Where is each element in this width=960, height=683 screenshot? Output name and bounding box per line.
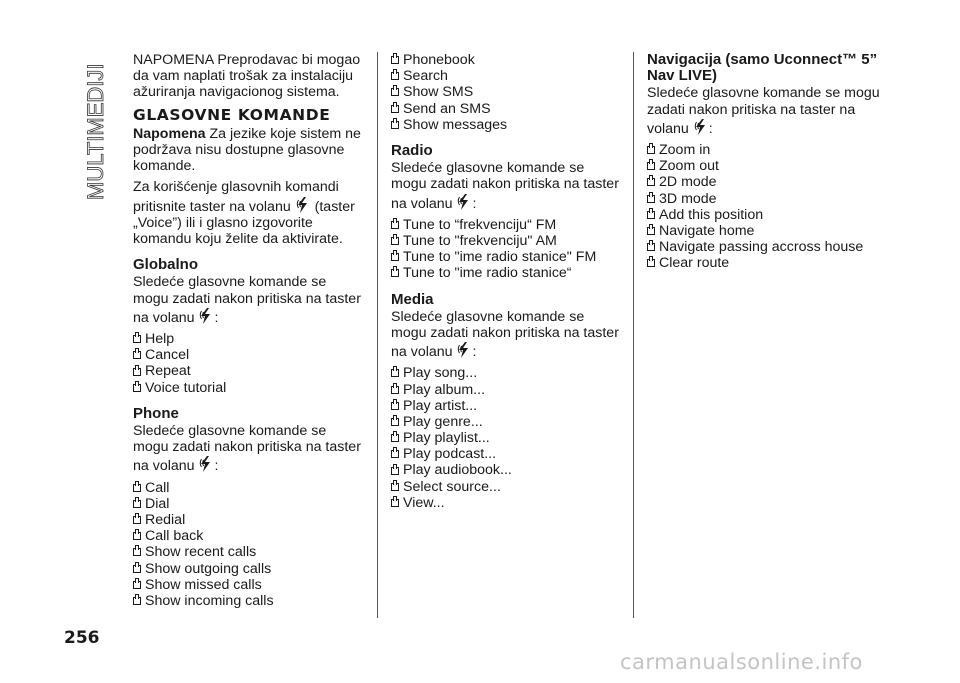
list-item: Play artist... bbox=[391, 398, 621, 414]
list-item: Play album... bbox=[391, 382, 621, 398]
list-item: Clear route bbox=[647, 255, 887, 271]
bullet-icon bbox=[133, 565, 141, 573]
navigation-desc-text: Sledeće glasovne komande se mogu zadati nakon pritiska na taster na volanu bbox=[647, 85, 880, 137]
note-text: Za jezike koje sistem ne podržava nisu dostupne glasovne komande. bbox=[133, 125, 361, 175]
bullet-icon bbox=[391, 253, 399, 261]
list-item: Phonebook bbox=[391, 52, 621, 68]
bullet-icon bbox=[647, 211, 655, 219]
colon: : bbox=[708, 120, 713, 137]
list-item: Call back bbox=[133, 528, 365, 544]
bullet-icon bbox=[647, 227, 655, 235]
list-item: Zoom out bbox=[647, 158, 887, 174]
bullet-icon bbox=[133, 384, 141, 392]
bullet-icon bbox=[391, 56, 399, 64]
phone-commands-list-continued bbox=[391, 52, 621, 133]
side-title bbox=[76, 50, 112, 200]
list-item: Show SMS bbox=[391, 84, 621, 100]
list-item: Show outgoing calls bbox=[133, 561, 365, 577]
bullet-icon bbox=[391, 483, 399, 491]
list-item: Zoom in bbox=[647, 142, 887, 158]
list-item: 3D mode bbox=[647, 191, 887, 207]
list-item: Search bbox=[391, 68, 621, 84]
list-item: Play playlist... bbox=[391, 430, 621, 446]
media-desc-text: Sledeće glasovne komande se mogu zadati nakon pritiska na taster na volanu bbox=[391, 308, 619, 361]
phone-title: Phone bbox=[133, 404, 179, 422]
navigation-commands-list bbox=[647, 142, 887, 272]
bullet-icon bbox=[391, 369, 399, 377]
bullet-icon bbox=[133, 516, 141, 524]
bullet-icon bbox=[647, 259, 655, 267]
global-desc bbox=[133, 274, 365, 326]
list-item: Show messages bbox=[391, 117, 621, 133]
list-item: Play audiobook... bbox=[391, 462, 621, 478]
list-item: Play podcast... bbox=[391, 446, 621, 462]
usage-text-before: Za korišćenje glasovnih komandi pritisnite taster na volanu bbox=[133, 179, 339, 215]
column-3 bbox=[647, 52, 887, 272]
column-divider bbox=[633, 52, 634, 618]
colon: : bbox=[214, 309, 219, 326]
bullet-icon bbox=[133, 548, 141, 556]
list-item: Select source... bbox=[391, 479, 621, 495]
bullet-icon bbox=[391, 450, 399, 458]
bullet-icon bbox=[391, 121, 399, 129]
bullet-icon bbox=[391, 418, 399, 426]
bullet-icon bbox=[391, 88, 399, 96]
bullet-icon bbox=[133, 484, 141, 492]
media-desc bbox=[391, 309, 621, 361]
list-item: Repeat bbox=[133, 363, 365, 379]
side-title-text: MULTIMEDIJI bbox=[83, 63, 108, 200]
phone-commands-list bbox=[133, 480, 365, 610]
list-item: Play song... bbox=[391, 365, 621, 381]
list-item: Play genre... bbox=[391, 414, 621, 430]
bullet-icon bbox=[391, 105, 399, 113]
bullet-icon bbox=[133, 351, 141, 359]
bullet-icon bbox=[133, 581, 141, 589]
voice-command-icon bbox=[199, 455, 213, 473]
media-title: Media bbox=[391, 290, 434, 308]
colon: : bbox=[214, 458, 219, 475]
bullet-icon bbox=[391, 386, 399, 394]
list-item: 2D mode bbox=[647, 174, 887, 190]
section-title: GLASOVNE KOMANDE bbox=[133, 105, 331, 124]
list-item: Tune to "ime radio stanice“ bbox=[391, 265, 621, 281]
list-item: Help bbox=[133, 331, 365, 347]
global-desc-text: Sledeće glasovne komande se mogu zadati nakon pritiska na taster na volanu bbox=[133, 274, 361, 326]
list-item: Call bbox=[133, 480, 365, 496]
bullet-icon bbox=[133, 335, 141, 343]
voice-command-icon bbox=[457, 341, 471, 359]
bullet-icon bbox=[647, 162, 655, 170]
watermark: carmanualsonline.info bbox=[620, 650, 863, 674]
bullet-icon bbox=[391, 402, 399, 410]
bullet-icon bbox=[647, 178, 655, 186]
bullet-icon bbox=[647, 243, 655, 251]
list-item: Show missed calls bbox=[133, 577, 365, 593]
global-commands-list bbox=[133, 331, 365, 396]
colon: : bbox=[472, 344, 477, 361]
list-item: Tune to "ime radio stanice" FM bbox=[391, 249, 621, 265]
bullet-icon bbox=[647, 146, 655, 154]
radio-title: Radio bbox=[391, 141, 433, 159]
bullet-icon bbox=[391, 72, 399, 80]
list-item: Tune to “frekvenciju“ FM bbox=[391, 217, 621, 233]
list-item: Dial bbox=[133, 496, 365, 512]
bullet-icon bbox=[391, 269, 399, 277]
voice-command-icon bbox=[199, 307, 213, 325]
bullet-icon bbox=[133, 368, 141, 376]
bullet-icon bbox=[647, 195, 655, 203]
usage-paragraph bbox=[133, 179, 365, 247]
navigation-title: Navigacija (samo Uconnect™ 5” Nav LIVE) bbox=[647, 51, 878, 85]
bullet-icon bbox=[391, 499, 399, 507]
column-divider bbox=[377, 52, 378, 618]
column-1 bbox=[133, 52, 365, 609]
phone-desc bbox=[133, 423, 365, 475]
radio-commands-list bbox=[391, 217, 621, 282]
list-item: View... bbox=[391, 495, 621, 511]
list-item: Navigate home bbox=[647, 223, 887, 239]
list-item: Send an SMS bbox=[391, 101, 621, 117]
media-commands-list bbox=[391, 365, 621, 511]
bullet-icon bbox=[391, 237, 399, 245]
list-item: Show recent calls bbox=[133, 544, 365, 560]
intro-note: NAPOMENA Preprodavac bi mogao da vam naplati trošak za instalaciju ažuriranja navigacionog sistema. bbox=[133, 52, 361, 101]
list-item: Tune to "frekvenciju" AM bbox=[391, 233, 621, 249]
global-title: Globalno bbox=[133, 256, 198, 274]
list-item: Show incoming calls bbox=[133, 593, 365, 609]
bullet-icon bbox=[391, 467, 399, 475]
bullet-icon bbox=[133, 500, 141, 508]
bullet-icon bbox=[133, 597, 141, 605]
list-item: Voice tutorial bbox=[133, 380, 365, 396]
page-number: 256 bbox=[64, 628, 100, 648]
list-item: Navigate passing accross house bbox=[647, 239, 887, 255]
note-label: Napomena bbox=[133, 125, 206, 142]
list-item: Cancel bbox=[133, 347, 365, 363]
list-item: Redial bbox=[133, 512, 365, 528]
radio-desc-text: Sledeće glasovne komande se mogu zadati nakon pritiska na taster na volanu bbox=[391, 160, 619, 212]
voice-command-icon bbox=[457, 193, 471, 211]
usage-text-after: (taster „Voice”) ili i glasno izgovorite komandu koju želite da aktivirate. bbox=[133, 198, 355, 248]
phone-desc-text: Sledeće glasovne komande se mogu zadati nakon pritiska na taster na volanu bbox=[133, 423, 361, 475]
voice-command-icon bbox=[694, 118, 708, 136]
bullet-icon bbox=[133, 532, 141, 540]
radio-desc bbox=[391, 160, 621, 212]
voice-command-icon bbox=[296, 196, 310, 214]
bullet-icon bbox=[391, 221, 399, 229]
column-2 bbox=[391, 52, 621, 511]
colon: : bbox=[472, 195, 477, 212]
note-paragraph bbox=[133, 126, 365, 175]
bullet-icon bbox=[391, 434, 399, 442]
list-item: Add this position bbox=[647, 207, 887, 223]
navigation-desc bbox=[647, 85, 887, 137]
